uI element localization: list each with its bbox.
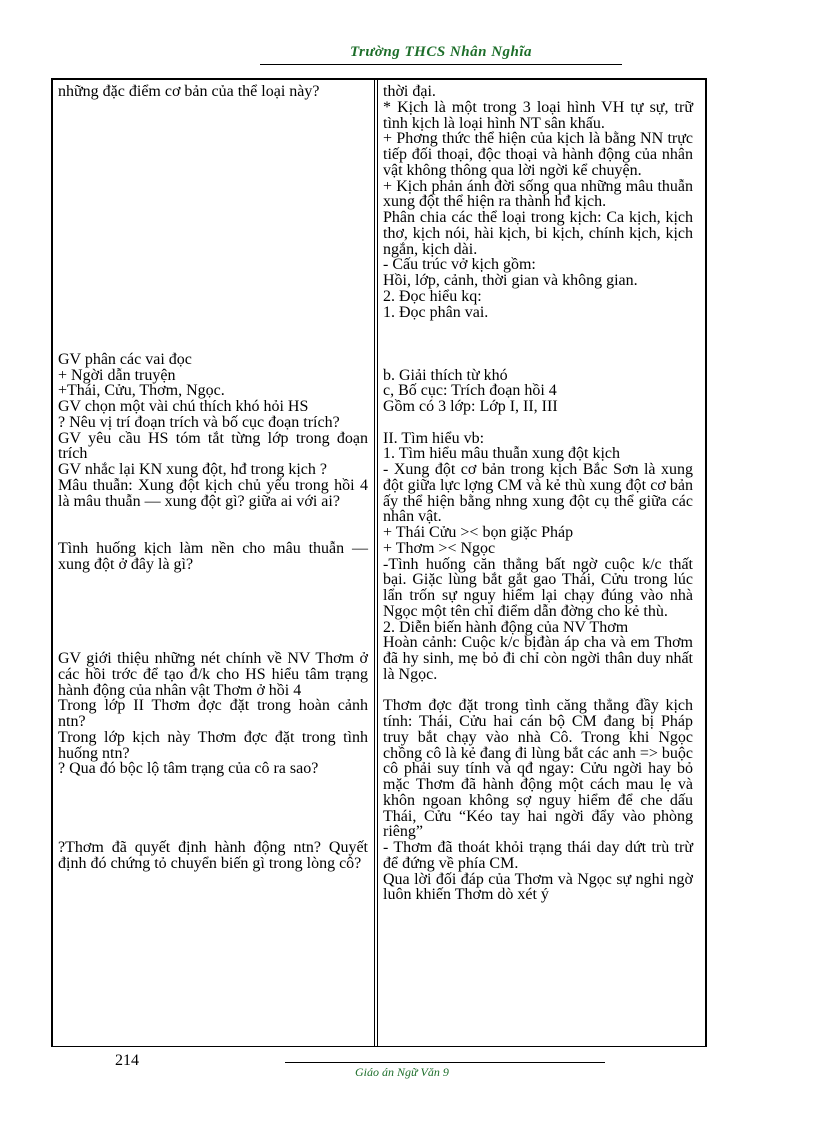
paragraph <box>383 415 693 431</box>
paragraph: c, Bố cục: Trích đoạn hồi 4 <box>383 382 557 400</box>
paragraph: Hoàn cảnh: Cuộc k/c bịđàn áp cha và em Thơm đã hy sinh, mẹ bỏ đi chỉ còn ngời thân duy nhất là Ngọc. <box>383 634 693 683</box>
paragraph <box>58 194 368 210</box>
paragraph: GV yêu cầu HS tóm tắt từng lớp trong đoạn trích <box>58 429 368 463</box>
paragraph: ? Qua đó bộc lộ tâm trạng của cô ra sao? <box>58 760 319 778</box>
paragraph: Qua lời đối đáp của Thơm và Ngọc sự nghi ngờ luôn khiến Thơm dò xét ý <box>383 870 693 904</box>
paragraph: - Xung đột cơ bản trong kịch Bắc Sơn là xung đột giữa lực lợng CM và kẻ thù xung đột cơ bản ấy thể hiện bằng nhng xung đột cụ thể giữa các nhân vật. <box>383 461 693 526</box>
paragraph: Gồm có 3 lớp: Lớp I, II, III <box>383 398 558 415</box>
paragraph <box>58 179 368 195</box>
paragraph: 2. Đọc hiểu kq: <box>383 287 482 305</box>
paragraph <box>58 257 368 273</box>
paragraph <box>383 320 693 336</box>
paragraph: Thơm đợc đặt trong tình căng thẳng đầy kịch tính: Thái, Cửu hai cán bộ CM đang bị Pháp truy bắt chạy vào nhà Cô. Trong khi Ngọc chồng cô là kẻ đang đi lùng bắt các anh => buộc cô phải suy tính và qđ ngay: Cửu ngời hay bỏ mặc Thơm đã hành động một cách mau lẹ và khôn ngoan không sợ nguy hiểm để che dấu Thái, Cửu “Kéo tay hai ngời đẩy vào phòng riêng” <box>383 697 693 841</box>
paragraph <box>58 793 368 809</box>
paragraph: GV nhắc lại KN xung đột, hđ trong kịch ? <box>58 461 327 478</box>
paragraph <box>58 242 368 258</box>
paragraph: b. Giải thích từ khó <box>383 366 508 384</box>
column-divider <box>374 78 378 1046</box>
paragraph <box>58 116 368 132</box>
paragraph <box>58 320 368 336</box>
paragraph <box>58 131 368 147</box>
table-bottom-rule <box>51 1046 707 1047</box>
paragraph: -Tình huống căn thẳng bất ngờ cuộc k/c thất bại. Giặc lùng bắt gắt gao Thái, Cửu trong lúc lẩn trốn sự nguy hiểm lại chạy đúng vào nhà Ngọc một tên chỉ điểm dẫn đờng cho kẻ thù. <box>383 555 693 620</box>
paragraph: 2. Diễn biến hành động của NV Thơm <box>383 618 629 636</box>
paragraph: Tình huống kịch làm nền cho mâu thuẫn — xung đột ở đây là gì? <box>58 539 368 573</box>
paragraph <box>58 305 368 321</box>
paragraph: - Thơm đã thoát khỏi trạng thái day dứt trù trừ để đứng về phía CM. <box>383 839 693 872</box>
paragraph <box>58 824 368 840</box>
paragraph: + Ngời dẫn truyện <box>58 366 176 384</box>
paragraph: + Phơng thức thể hiện của kịch là bằng NN trực tiếp đối thoại, độc thoại và hành động của nhân vật không thông qua lời ngời kể chuyện. <box>383 130 693 179</box>
paragraph: +Thái, Cửu, Thơm, Ngọc. <box>58 382 225 400</box>
footer-rule <box>285 1062 605 1063</box>
paragraph: - Cấu trúc vở kịch gồm: <box>383 256 536 274</box>
paragraph <box>58 604 368 620</box>
paragraph <box>58 809 368 825</box>
school-header: Trường THCS Nhân Nghĩa <box>349 44 533 60</box>
paragraph <box>58 572 368 588</box>
paragraph <box>58 777 368 793</box>
paragraph: GV giới thiệu những nét chính về NV Thơm ở các hồi trớc để tạo đ/k cho HS hiểu tâm trạng hành động của nhân vật Thơm ở hồi 4 <box>58 650 368 699</box>
paragraph <box>58 226 368 242</box>
paragraph: những đặc điểm cơ bản của thể loại này? <box>58 83 320 100</box>
paragraph <box>58 525 368 541</box>
paragraph: Trong lớp kịch này Thơm đợc đặt trong tình huống ntn? <box>58 728 368 762</box>
paragraph: GV chọn một vài chú thích khó hỏi HS <box>58 398 309 415</box>
paragraph: Mâu thuẫn: Xung đột kịch chủ yếu trong hồi 4 là mâu thuẫn — xung đột gì? giữa ai với ai? <box>58 476 368 510</box>
paragraph: thời đại. <box>383 83 436 100</box>
paragraph: Trong lớp II Thơm đợc đặt trong hoàn cảnh ntn? <box>58 697 368 730</box>
paragraph: 1. Đọc phân vai. <box>383 303 489 321</box>
paragraph <box>383 683 693 699</box>
paragraph: GV phân các vai đọc <box>58 350 192 368</box>
paragraph <box>58 509 368 525</box>
paragraph <box>58 588 368 604</box>
paragraph <box>58 336 368 352</box>
paragraph: Hồi, lớp, cảnh, thời gian và không gian. <box>383 272 638 289</box>
header-rule <box>260 64 622 65</box>
content-column <box>383 84 693 903</box>
paragraph: ?Thơm đã quyết định hành động ntn? Quyết định đó chứng tỏ chuyển biến gì trong lòng cô? <box>58 839 368 872</box>
paragraph <box>58 273 368 289</box>
paragraph <box>58 147 368 163</box>
paragraph <box>58 210 368 226</box>
paragraph: + Thái Cửu >< bọn giặc Pháp <box>383 524 574 541</box>
paragraph: ? Nêu vị trí đoạn trích và bố cục đoạn trích? <box>58 413 340 431</box>
paragraph <box>383 352 693 368</box>
paragraph: 1. Tìm hiểu mâu thuẫn xung đột kịch <box>383 445 621 463</box>
paragraph <box>58 620 368 636</box>
page-number: 214 <box>115 1052 139 1069</box>
paragraph <box>58 289 368 305</box>
paragraph <box>58 100 368 116</box>
paragraph <box>58 163 368 179</box>
paragraph: * Kịch là một trong 3 loại hình VH tự sự, trữ tình kịch là loại hình NT sân khấu. <box>383 98 693 132</box>
paragraph: II. Tìm hiểu vb: <box>383 429 485 447</box>
footer-title: Giáo án Ngữ Văn 9 <box>355 1065 449 1079</box>
paragraph <box>383 336 693 352</box>
paragraph: + Thơm >< Ngọc <box>383 539 496 557</box>
paragraph <box>58 635 368 651</box>
paragraph: Phân chia các thể loại trong kịch: Ca kịch, kịch thơ, kịch nói, hài kịch, bi kịch, chính kịch, kịch ngắn, kịch dài. <box>383 209 693 258</box>
teacher-activity-column <box>58 84 368 872</box>
paragraph: + Kịch phản ánh đời sống qua những mâu thuẫn xung đột thể hiện ra thành hđ kịch. <box>383 177 693 211</box>
